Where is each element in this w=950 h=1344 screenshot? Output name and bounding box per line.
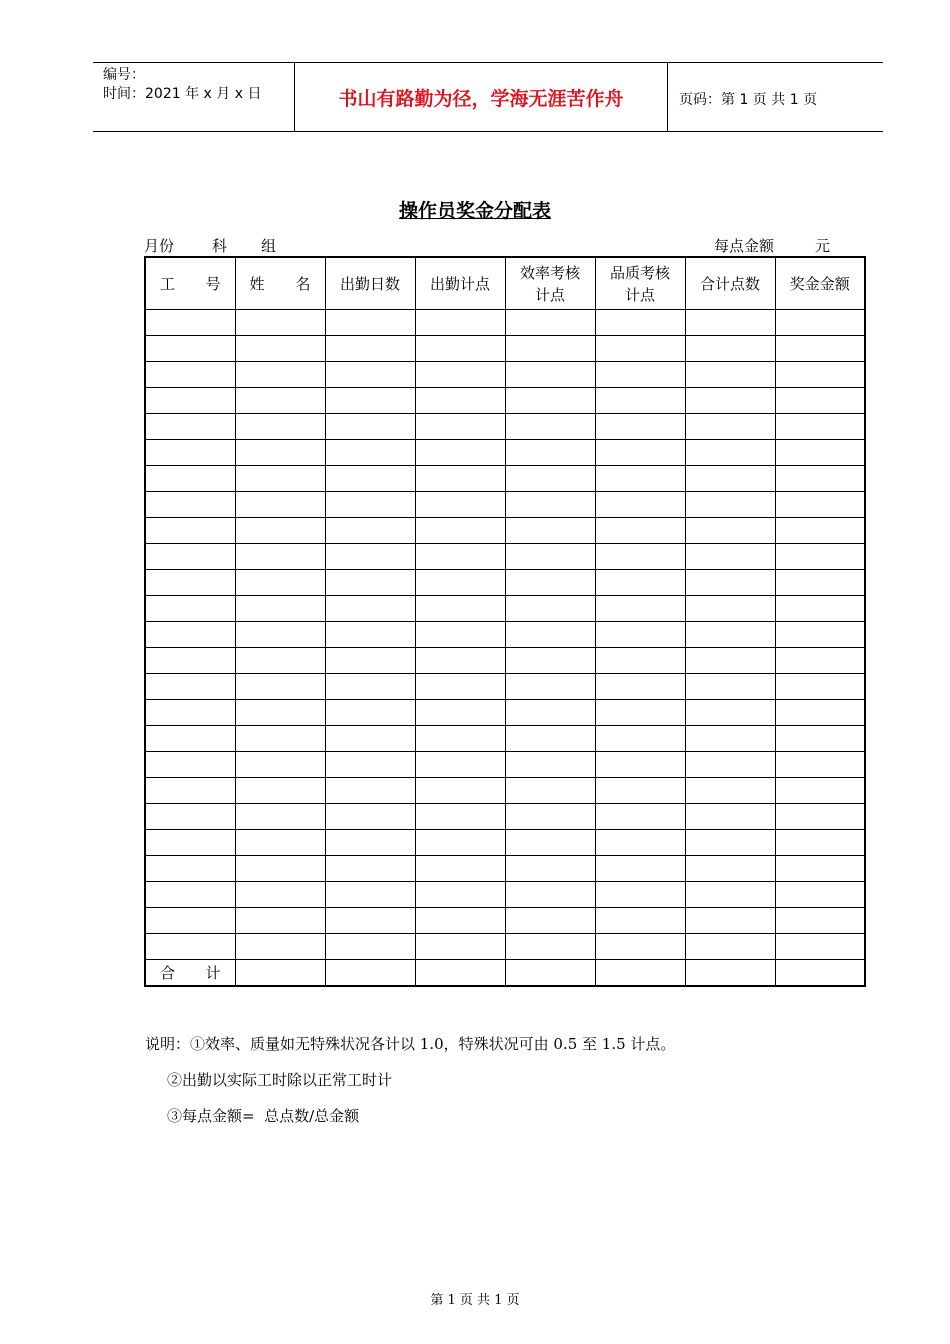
- table-cell: [145, 544, 235, 570]
- table-cell: [685, 934, 775, 960]
- table-cell: [235, 388, 325, 414]
- table-row: [145, 310, 865, 336]
- table-row: [145, 856, 865, 882]
- table-cell: [685, 440, 775, 466]
- table-cell: [415, 674, 505, 700]
- table-row: [145, 700, 865, 726]
- table-cell: [235, 362, 325, 388]
- table-cell: [415, 362, 505, 388]
- table-cell: [775, 752, 865, 778]
- table-cell: [595, 596, 685, 622]
- table-cell: [145, 518, 235, 544]
- table-cell: [235, 414, 325, 440]
- table-cell: [775, 726, 865, 752]
- table-cell: [145, 622, 235, 648]
- table-cell: [325, 362, 415, 388]
- table-cell: [235, 570, 325, 596]
- table-row: [145, 596, 865, 622]
- table-row: [145, 544, 865, 570]
- table-cell: [775, 336, 865, 362]
- total-cell: [325, 960, 415, 987]
- table-cell: [505, 648, 595, 674]
- table-row: [145, 622, 865, 648]
- table-cell: [145, 882, 235, 908]
- table-cell: [505, 622, 595, 648]
- table-cell: [505, 856, 595, 882]
- table-cell: [145, 700, 235, 726]
- table-cell: [325, 466, 415, 492]
- table-cell: [235, 856, 325, 882]
- document-header: [93, 62, 883, 132]
- table-cell: [775, 674, 865, 700]
- table-cell: [595, 778, 685, 804]
- table-cell: [775, 648, 865, 674]
- col-attendance-days-header: 出勤日数: [325, 257, 415, 310]
- table-cell: [775, 830, 865, 856]
- table-body: [145, 310, 865, 987]
- table-cell: [325, 336, 415, 362]
- table-cell: [595, 466, 685, 492]
- table-cell: [415, 934, 505, 960]
- table-cell: [685, 908, 775, 934]
- table-row: [145, 804, 865, 830]
- table-cell: [145, 752, 235, 778]
- table-cell: [505, 362, 595, 388]
- table-cell: [775, 700, 865, 726]
- table-cell: [595, 310, 685, 336]
- table-cell: [145, 908, 235, 934]
- table-cell: [415, 804, 505, 830]
- table-cell: [235, 804, 325, 830]
- table-cell: [505, 596, 595, 622]
- table-cell: [235, 726, 325, 752]
- table-row: [145, 882, 865, 908]
- table-cell: [685, 648, 775, 674]
- table-row: [145, 726, 865, 752]
- table-row: [145, 466, 865, 492]
- table-cell: [775, 544, 865, 570]
- table-cell: [415, 856, 505, 882]
- quality-header-text: 品质考核计点: [609, 263, 670, 304]
- col-attendance-points-header: 出勤计点: [415, 257, 505, 310]
- table-cell: [325, 440, 415, 466]
- table-cell: [595, 414, 685, 440]
- table-row: [145, 336, 865, 362]
- table-cell: [685, 882, 775, 908]
- table-cell: [415, 830, 505, 856]
- table-cell: [595, 908, 685, 934]
- table-row: [145, 440, 865, 466]
- table-cell: [595, 752, 685, 778]
- col-total-points-header: 合计点数: [685, 257, 775, 310]
- group-label: 组: [261, 237, 277, 255]
- table-row: [145, 674, 865, 700]
- table-cell: [775, 882, 865, 908]
- table-cell: [775, 908, 865, 934]
- table-cell: [505, 882, 595, 908]
- col-name-header: [235, 257, 325, 310]
- table-cell: [145, 466, 235, 492]
- table-cell: [775, 596, 865, 622]
- table-cell: [685, 492, 775, 518]
- table-cell: [145, 934, 235, 960]
- table-cell: [235, 700, 325, 726]
- note-line: ③每点金额= 总点数/总金额: [167, 1107, 360, 1125]
- table-cell: [145, 336, 235, 362]
- title-text: 操作员奖金分配表: [398, 200, 551, 222]
- table-cell: [415, 414, 505, 440]
- table-cell: [775, 856, 865, 882]
- table-cell: [325, 752, 415, 778]
- table-cell: [595, 804, 685, 830]
- table-cell: [235, 778, 325, 804]
- table-cell: [685, 570, 775, 596]
- col-efficiency-points-header: [505, 257, 595, 310]
- table-cell: [415, 492, 505, 518]
- table-cell: [325, 778, 415, 804]
- total-cell: [595, 960, 685, 987]
- table-cell: [685, 752, 775, 778]
- table-cell: [235, 310, 325, 336]
- table-row: [145, 492, 865, 518]
- table-cell: [505, 830, 595, 856]
- table-cell: [775, 362, 865, 388]
- table-cell: [505, 752, 595, 778]
- table-cell: [325, 908, 415, 934]
- table-cell: [415, 778, 505, 804]
- col-name-char: 名: [295, 274, 311, 293]
- table-cell: [505, 700, 595, 726]
- table-cell: [595, 674, 685, 700]
- table-cell: [775, 388, 865, 414]
- col-id-char: 号: [205, 274, 221, 293]
- table-cell: [505, 440, 595, 466]
- table-row: [145, 778, 865, 804]
- table-cell: [145, 570, 235, 596]
- table-cell: [775, 934, 865, 960]
- header-page-label: 页码：第 1 页 共 1 页: [679, 92, 818, 108]
- table-cell: [325, 856, 415, 882]
- table-cell: [505, 336, 595, 362]
- table-cell: [685, 596, 775, 622]
- table-row: [145, 830, 865, 856]
- table-cell: [325, 804, 415, 830]
- table-cell: [685, 830, 775, 856]
- table-row: [145, 414, 865, 440]
- notes: [145, 1026, 675, 1134]
- table-cell: [145, 830, 235, 856]
- table-cell: [505, 804, 595, 830]
- table-cell: [505, 570, 595, 596]
- table-cell: [415, 336, 505, 362]
- table-cell: [685, 804, 775, 830]
- table-row: [145, 752, 865, 778]
- note-line: 说明：①效率、质量如无特殊状况各计以 1.0，特殊状况可由 0.5 至 1.5 计点。: [145, 1035, 676, 1053]
- table-cell: [325, 544, 415, 570]
- total-label-char: 合: [160, 964, 176, 982]
- table-cell: [415, 596, 505, 622]
- table-cell: [325, 648, 415, 674]
- table-cell: [505, 310, 595, 336]
- table-cell: [325, 882, 415, 908]
- table-cell: [235, 544, 325, 570]
- table-cell: [505, 908, 595, 934]
- total-cell: [775, 960, 865, 987]
- table-cell: [685, 310, 775, 336]
- table-cell: [325, 700, 415, 726]
- table-cell: [685, 856, 775, 882]
- table-cell: [595, 856, 685, 882]
- month-label: 月份: [144, 237, 175, 255]
- table-cell: [415, 440, 505, 466]
- table-cell: [685, 518, 775, 544]
- table-cell: [415, 726, 505, 752]
- table-cell: [595, 726, 685, 752]
- time-label: 时间：2021 年 x 月 x 日: [103, 86, 262, 102]
- table-header-row: [145, 257, 865, 310]
- table-row: [145, 362, 865, 388]
- table-cell: [145, 648, 235, 674]
- table-cell: [505, 726, 595, 752]
- table-cell: [595, 388, 685, 414]
- col-id-char: 工: [160, 274, 176, 293]
- table-cell: [325, 310, 415, 336]
- table-cell: [145, 804, 235, 830]
- table-cell: [145, 492, 235, 518]
- table-cell: [685, 778, 775, 804]
- table-cell: [595, 830, 685, 856]
- table-cell: [235, 752, 325, 778]
- table-cell: [415, 648, 505, 674]
- table-cell: [325, 934, 415, 960]
- table-cell: [685, 466, 775, 492]
- table-cell: [145, 310, 235, 336]
- table-cell: [685, 674, 775, 700]
- col-quality-points-header: [595, 257, 685, 310]
- note-line: ②出勤以实际工时除以正常工时计: [167, 1071, 393, 1089]
- bonus-table: [144, 256, 866, 987]
- header-left: [103, 66, 261, 104]
- table-cell: [595, 544, 685, 570]
- table-cell: [775, 778, 865, 804]
- table-cell: [595, 362, 685, 388]
- table-cell: [415, 388, 505, 414]
- table-cell: [775, 622, 865, 648]
- header-divider: [667, 63, 668, 131]
- total-label-char: 计: [205, 964, 221, 982]
- yuan-label: 元: [815, 237, 831, 255]
- table-cell: [415, 466, 505, 492]
- table-cell: [685, 544, 775, 570]
- table-cell: [775, 466, 865, 492]
- table-cell: [325, 492, 415, 518]
- table-row: [145, 648, 865, 674]
- table-row: [145, 518, 865, 544]
- table-cell: [685, 622, 775, 648]
- table-row: [145, 388, 865, 414]
- table-cell: [145, 414, 235, 440]
- table-cell: [505, 388, 595, 414]
- table-row: [145, 908, 865, 934]
- total-cell: [685, 960, 775, 987]
- table-cell: [325, 388, 415, 414]
- table-cell: [685, 414, 775, 440]
- table-cell: [505, 518, 595, 544]
- table-cell: [505, 674, 595, 700]
- table-cell: [505, 544, 595, 570]
- table-cell: [235, 830, 325, 856]
- table-cell: [415, 622, 505, 648]
- table-cell: [685, 336, 775, 362]
- table-cell: [595, 518, 685, 544]
- page-footer: 第 1 页 共 1 页: [430, 1293, 520, 1308]
- table-cell: [685, 362, 775, 388]
- total-row: [145, 960, 865, 987]
- table-cell: [325, 570, 415, 596]
- table-cell: [685, 700, 775, 726]
- table-cell: [595, 934, 685, 960]
- table-cell: [595, 440, 685, 466]
- table-cell: [505, 492, 595, 518]
- table-cell: [595, 882, 685, 908]
- table-cell: [415, 518, 505, 544]
- col-name-char: 姓: [249, 274, 265, 293]
- total-cell: [235, 960, 325, 987]
- total-label-cell: [145, 960, 235, 987]
- table-cell: [235, 882, 325, 908]
- table-cell: [775, 570, 865, 596]
- table-cell: [415, 882, 505, 908]
- table-cell: [235, 466, 325, 492]
- table-cell: [595, 570, 685, 596]
- dept-label: 科: [212, 237, 228, 255]
- table-cell: [235, 596, 325, 622]
- efficiency-header-text: 效率考核计点: [519, 263, 580, 304]
- table-cell: [145, 726, 235, 752]
- table-cell: [325, 414, 415, 440]
- table-cell: [595, 492, 685, 518]
- table-cell: [775, 804, 865, 830]
- table-row: [145, 570, 865, 596]
- col-id-header: [145, 257, 235, 310]
- table-cell: [415, 700, 505, 726]
- table-cell: [325, 518, 415, 544]
- table-cell: [415, 544, 505, 570]
- table-cell: [145, 388, 235, 414]
- table-cell: [415, 752, 505, 778]
- table-cell: [325, 674, 415, 700]
- table-cell: [325, 596, 415, 622]
- table-cell: [595, 648, 685, 674]
- table-cell: [775, 414, 865, 440]
- col-bonus-amount-header: 奖金金额: [775, 257, 865, 310]
- table-cell: [235, 336, 325, 362]
- table-cell: [145, 856, 235, 882]
- total-cell: [415, 960, 505, 987]
- table-cell: [235, 622, 325, 648]
- table-cell: [685, 726, 775, 752]
- table-cell: [505, 778, 595, 804]
- table-cell: [505, 934, 595, 960]
- number-label: 编号：: [103, 67, 145, 83]
- table-cell: [145, 440, 235, 466]
- table-cell: [505, 466, 595, 492]
- table-cell: [235, 492, 325, 518]
- table-cell: [415, 570, 505, 596]
- table-cell: [775, 310, 865, 336]
- table-cell: [145, 362, 235, 388]
- total-cell: [505, 960, 595, 987]
- table-cell: [145, 674, 235, 700]
- table-cell: [595, 336, 685, 362]
- table-cell: [145, 596, 235, 622]
- table-cell: [325, 622, 415, 648]
- table-cell: [505, 414, 595, 440]
- table-cell: [775, 518, 865, 544]
- table-cell: [235, 440, 325, 466]
- table-cell: [235, 934, 325, 960]
- table-cell: [595, 622, 685, 648]
- table-cell: [595, 700, 685, 726]
- table-cell: [775, 440, 865, 466]
- table-row: [145, 934, 865, 960]
- per-point-label: 每点金额: [714, 237, 775, 255]
- table-cell: [685, 388, 775, 414]
- table-cell: [235, 908, 325, 934]
- table-cell: [775, 492, 865, 518]
- table-cell: [415, 908, 505, 934]
- table-cell: [325, 830, 415, 856]
- table-cell: [325, 726, 415, 752]
- table-cell: [145, 778, 235, 804]
- table-cell: [415, 310, 505, 336]
- header-motto: 书山有路勤为径，学海无涯苦作舟: [338, 87, 624, 110]
- page-title: [0, 196, 950, 223]
- table-cell: [235, 648, 325, 674]
- table-cell: [235, 674, 325, 700]
- table-cell: [235, 518, 325, 544]
